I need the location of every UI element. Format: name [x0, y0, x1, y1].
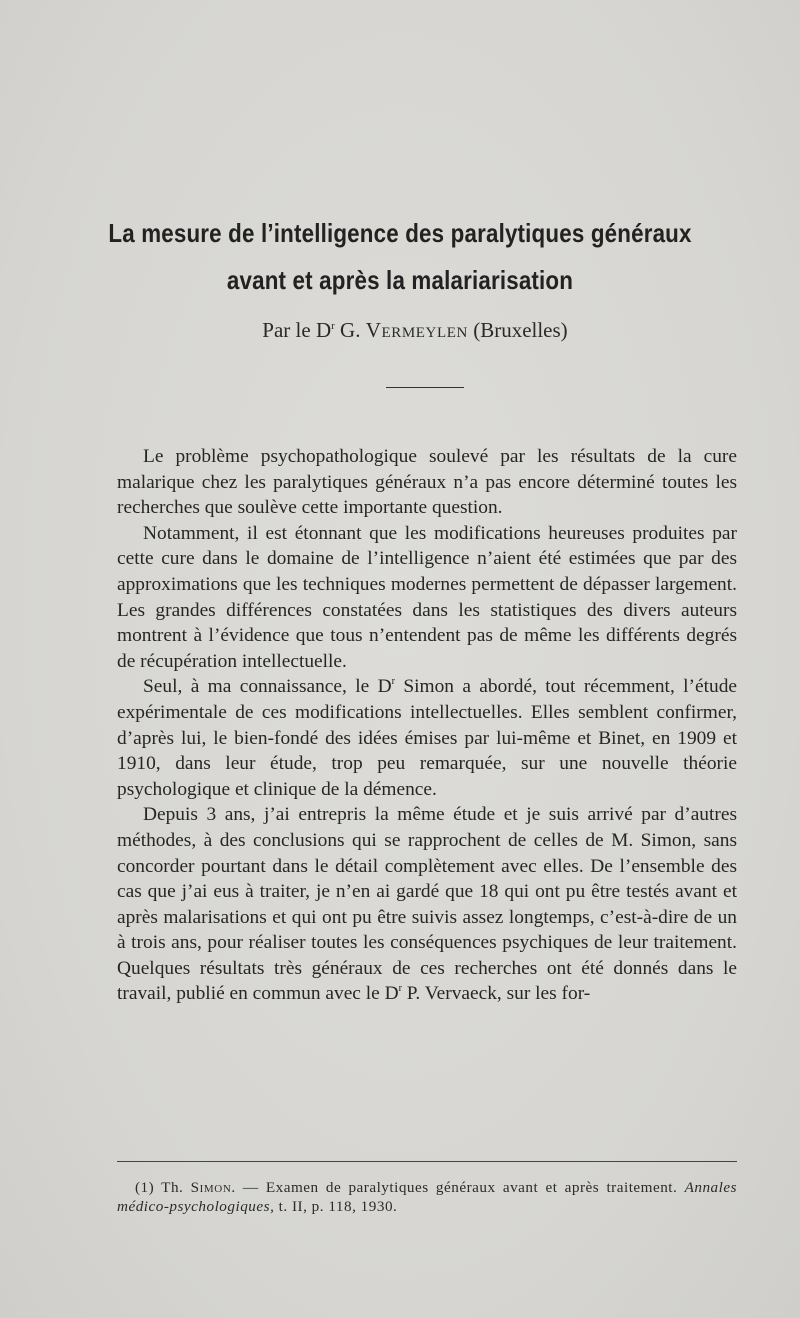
article-title-line-1: La mesure de l’intelligence des paralytiques généraux	[108, 218, 692, 248]
byline-title-superscript: r	[331, 320, 335, 332]
author-initial: G.	[340, 318, 366, 342]
article-body	[117, 444, 737, 1007]
paragraph-1: Le problème psychopathologique soulevé par les résultats de la cure malarique chez les paralytiques généraux n’a pas encore déterminé toutes les recherches que soulève cette importante question.	[117, 446, 737, 519]
paragraph-4-part-b: P. Vervaeck, sur les for-	[401, 983, 591, 1005]
paragraph-3-part-a: Seul, à ma connaissance, le D	[143, 676, 392, 698]
paragraph-3-part-b: Simon a abordé, tout récemment, l’étude expérimentale de ces modifications intellectuelles. Elles semblent confirmer, d’après lui, le bien-fondé des idées émises par lui-même et Binet, en 1909 et 1910, dans leur étude, trop peu remarquée, sur une nouvelle théorie psychologique et clinique de la démence.	[117, 676, 738, 800]
title-separator-rule	[386, 387, 464, 388]
author-city: (Bruxelles)	[467, 318, 568, 342]
byline-prefix: Par le D	[262, 318, 332, 342]
footnote	[117, 1178, 737, 1216]
paragraph-3-superscript: r	[391, 676, 395, 688]
footnote-author: Simon	[190, 1179, 232, 1196]
paragraph-2: Notamment, il est étonnant que les modifications heureuses produites par cette cure dans le domaine de l’intelligence n’aient été estimées que par des approximations que les techniques modernes permettent de dépasser largement. Les grandes différences constatées dans les statistiques des divers auteurs montrent à l’évidence que tous n’entendent pas de même les différents degrés de récupération intellectuelle.	[117, 522, 737, 672]
author-surname: Vermeylen	[365, 318, 468, 342]
footnote-reference: , t. II, p. 118, 1930.	[270, 1198, 398, 1215]
paragraph-4-superscript: r	[398, 983, 402, 995]
footnote-marker: (1) Th.	[135, 1179, 191, 1196]
footnote-separator-rule	[117, 1161, 737, 1162]
paragraph-4	[117, 802, 737, 1007]
paragraph-4-part-a: Depuis 3 ans, j’ai entrepris la même étude et je suis arrivé par d’autres méthodes, à des conclusions qui se rapprochent de celles de M. Simon, sans concorder pourtant dans le détail complètement avec elles. De l’ensemble des cas que j’ai eus à traiter, je n’en ai gardé que 18 qui ont pu être testés avant et après malarisations et qui ont pu être suivis assez longtemps, c’est-à-dire de un à trois ans, pour réaliser toutes les conséquences psychiques de leur traitement. Quelques résultats très généraux de ces recherches ont été donnés dans le travail, publié en commun avec le D	[117, 804, 737, 1005]
footnote-text: . — Examen de paralytiques généraux avant et après traitement.	[231, 1179, 685, 1196]
article-title-line-2: avant et après la malariarisation	[226, 265, 574, 295]
footnote-journal: Annales médico-psychologiques	[117, 1179, 738, 1215]
paragraph-3	[117, 674, 737, 802]
author-byline	[0, 318, 800, 343]
